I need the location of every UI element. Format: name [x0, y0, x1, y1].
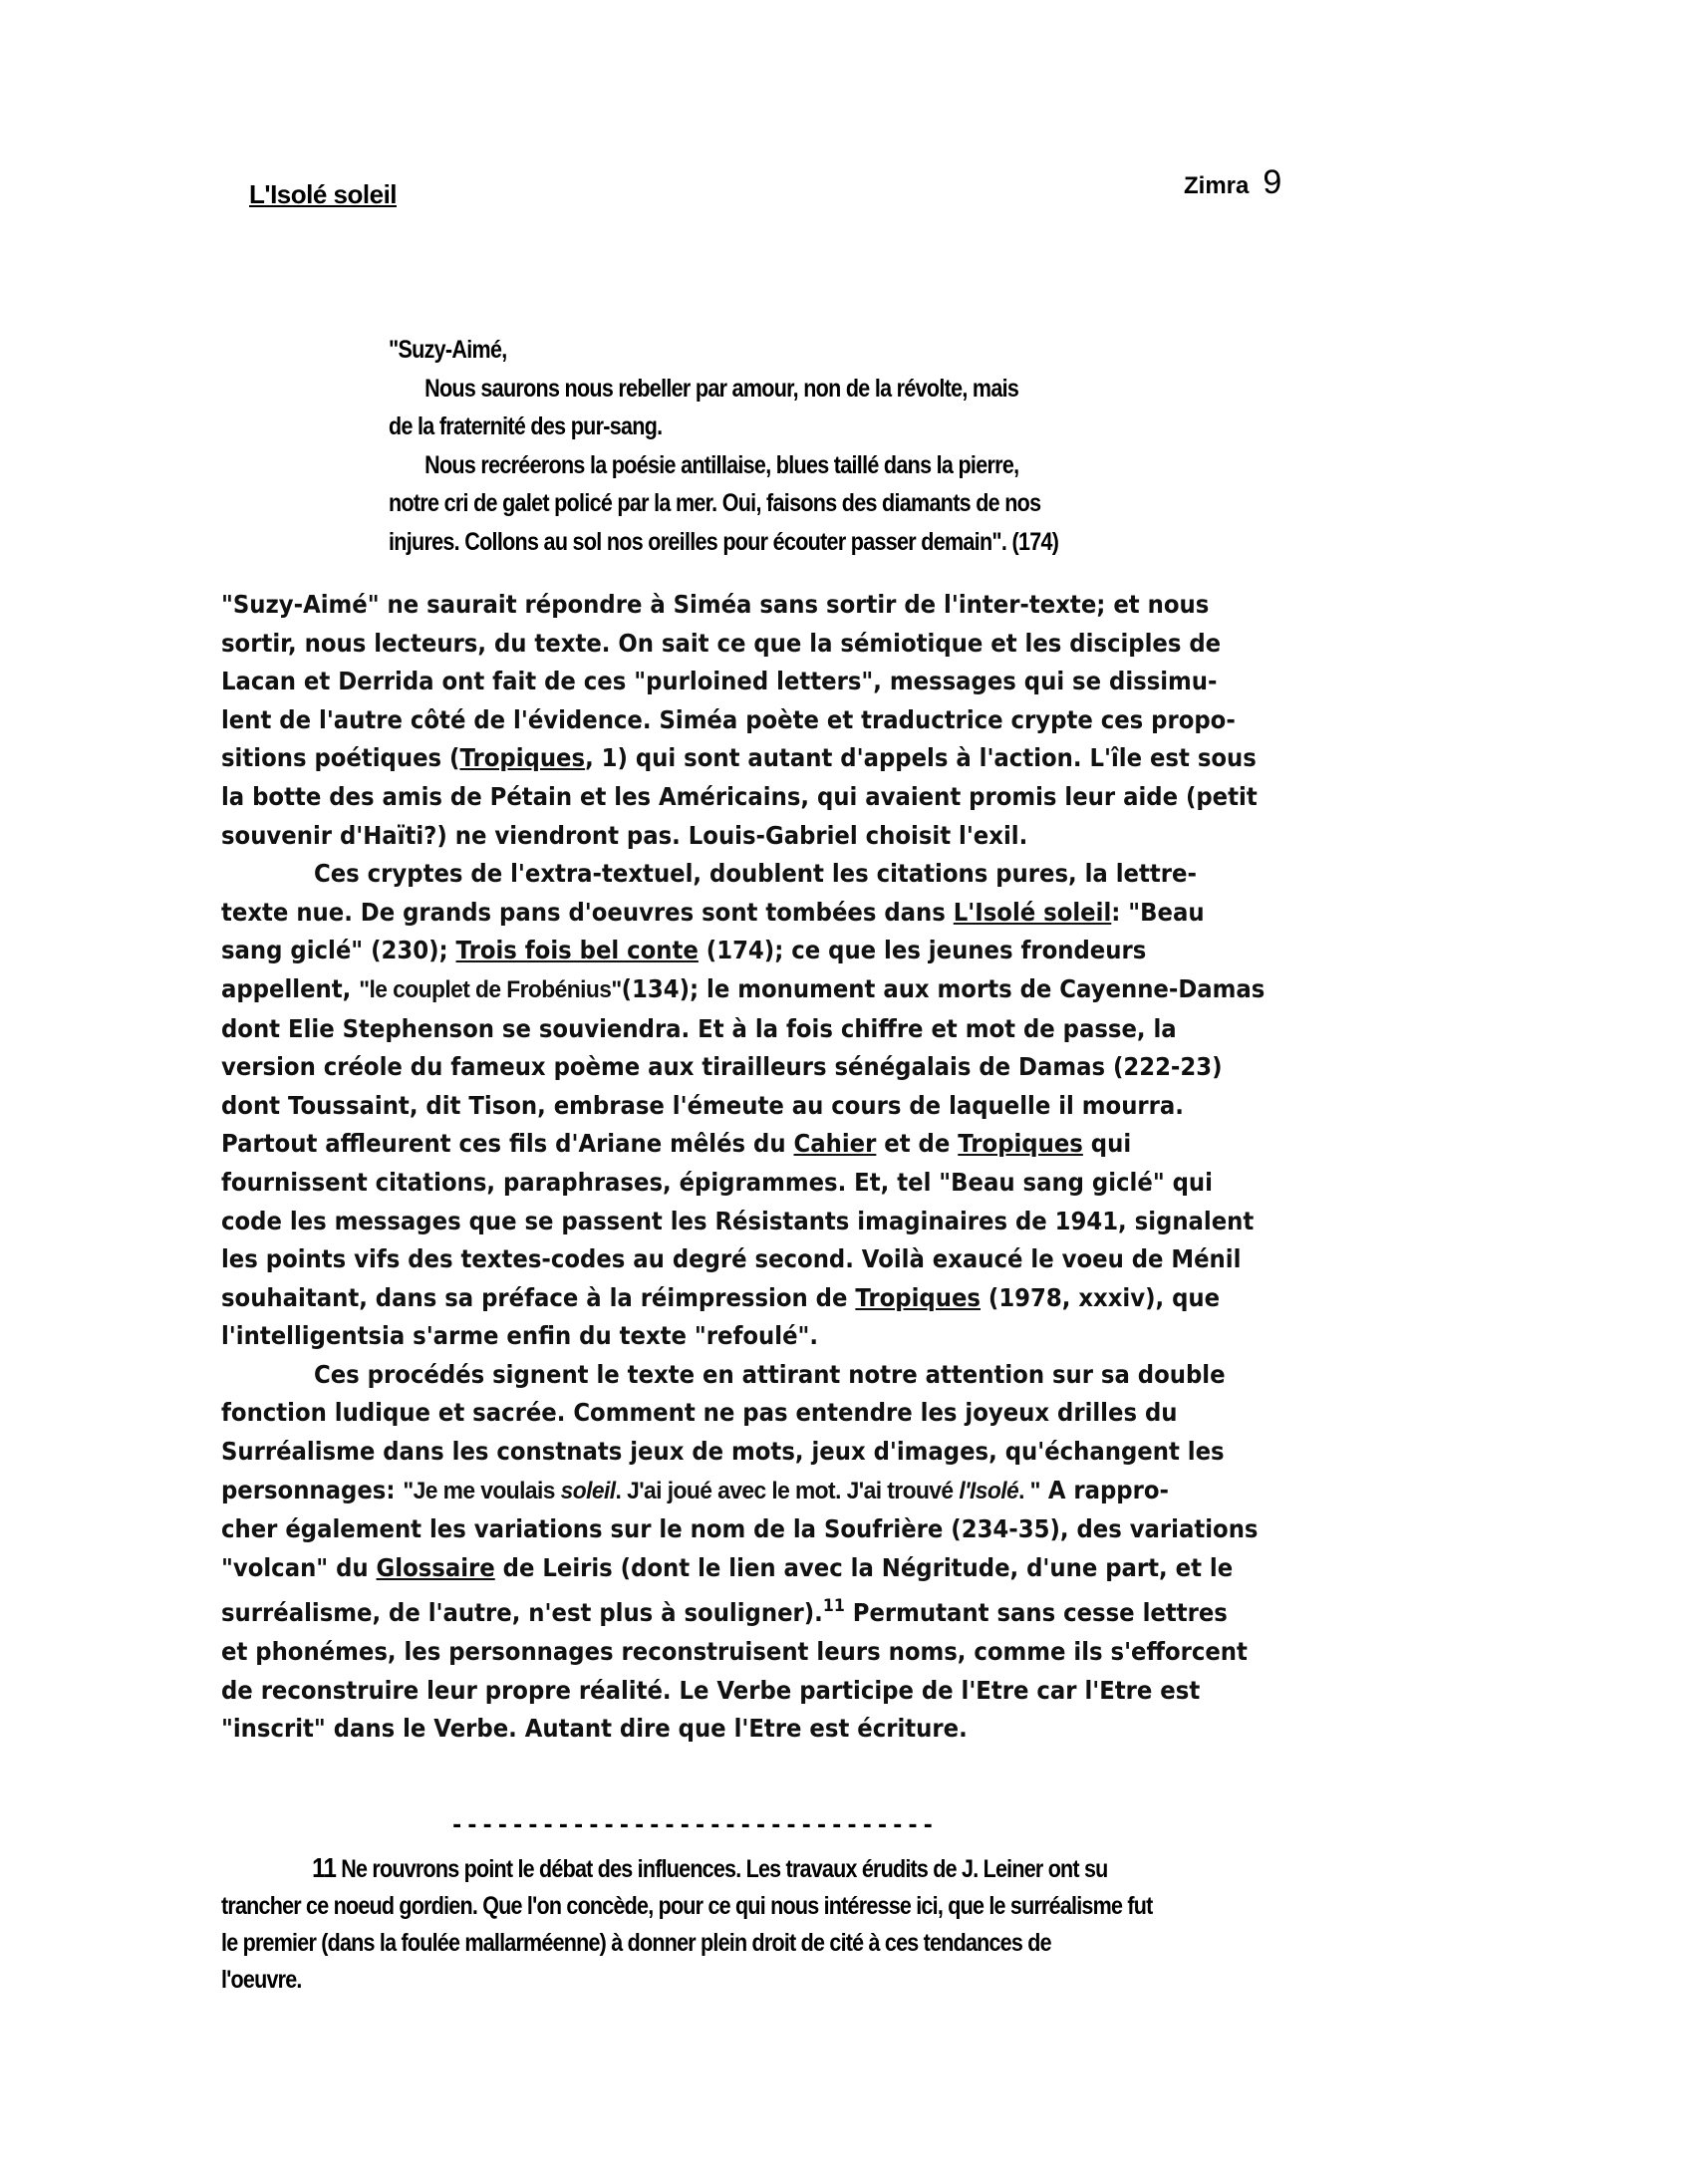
text-line: [221, 1587, 1314, 1633]
text-line: Lacan et Derrida ont fait de ces "purloined letters", messages qui se dissimu-: [221, 667, 1218, 696]
title-reference: Tropiques: [958, 1129, 1083, 1159]
quote-segment: . ": [1018, 1477, 1040, 1504]
text-segment: (1978, xxxiv), que: [980, 1282, 1221, 1312]
title-reference: Cahier: [793, 1129, 877, 1159]
text-line: "inscrit" dans le Verbe. Autant dire que l'Etre est écriture.: [221, 1714, 968, 1744]
text-line: version créole du fameux poème aux tirailleurs sénégalais de Damas (222-23): [221, 1052, 1223, 1082]
text-segment: sang giclé" (230);: [221, 936, 456, 965]
footnote-marker[interactable]: 11: [822, 1596, 845, 1617]
text-segment: qui: [1082, 1129, 1132, 1159]
author-name: Zimra: [1184, 172, 1250, 199]
text-segment: "volcan" du: [221, 1552, 377, 1582]
footnote-line: [221, 1849, 1292, 1888]
text-line: Ces cryptes de l'extra-textuel, doublent les citations pures, la lettre-: [314, 859, 1197, 889]
footnote-line: le premier (dans la foulée mallarméenne) à donner plein droit de cité à ces tendances de: [221, 1929, 1051, 1957]
text-segment: (174); ce que les jeunes frondeurs: [698, 936, 1147, 965]
title-reference: Tropiques: [855, 1282, 981, 1312]
text-segment: Permutant sans cesse lettres: [844, 1598, 1228, 1628]
text-segment: personnages:: [221, 1475, 404, 1504]
text-line: cher également les variations sur le nom de la Soufrière (234-35), des variations: [221, 1514, 1259, 1544]
text-segment: sitions poétiques (: [221, 743, 460, 773]
text-segment: et de: [876, 1129, 959, 1159]
footnote-line: trancher ce noeud gordien. Que l'on concède, pour ce qui nous intéresse ici, que le surréalisme fut: [221, 1892, 1153, 1920]
text-line: et phonémes, les personnages reconstruisent leurs noms, comme ils s'efforcent: [221, 1637, 1248, 1667]
text-segment: (134); le monument aux morts de Cayenne-Damas: [621, 973, 1266, 1003]
text-line: la botte des amis de Pétain et les Américains, qui avaient promis leur aide (petit: [221, 781, 1258, 811]
inline-quote: [403, 1478, 1039, 1504]
text-segment: : "Beau: [1111, 897, 1205, 927]
text-line: [221, 1125, 1314, 1164]
italic-word: l'Isolé: [959, 1477, 1019, 1504]
text-line: sortir, nous lecteurs, du texte. On sait ce que la sémiotique et les disciples de: [221, 628, 1222, 658]
title-reference: L'Isolé soleil: [953, 897, 1112, 927]
text-segment: surréalisme, de l'autre, n'est plus à souligner).: [221, 1598, 823, 1628]
text-line: [221, 932, 1314, 970]
body-text: [221, 586, 1314, 1749]
text-line: [221, 1472, 1314, 1511]
italic-word: soleil: [560, 1477, 616, 1504]
text-line: [221, 1279, 1314, 1318]
text-line: [221, 739, 1314, 778]
text-segment: souhaitant, dans sa préface à la réimpression de: [221, 1282, 856, 1312]
quote-line: Nous saurons nous rebeller par amour, non de la révolte, mais: [424, 374, 1019, 403]
page-header-right: [1184, 163, 1281, 202]
text-segment: Ne rouvrons point le débat des influences. Les travaux érudits de J. Leiner ont su: [336, 1855, 1108, 1883]
footnote: [221, 1849, 1292, 1999]
text-line: dont Toussaint, dit Tison, embrase l'émeute au cours de laquelle il mourra.: [221, 1090, 1184, 1120]
footnote-separator: --------------------------------: [450, 1813, 937, 1838]
text-line: [221, 970, 1314, 1010]
quote-line: injures. Collons au sol nos oreilles pour écouter passer demain". (174): [389, 527, 1059, 556]
text-segment: appellent,: [221, 973, 360, 1003]
text-line: Ces procédés signent le texte en attirant notre attention sur sa double: [314, 1359, 1226, 1389]
text-segment: A rappro-: [1039, 1475, 1169, 1504]
title-reference: Tropiques: [459, 743, 586, 773]
footnote-line: l'oeuvre.: [221, 1966, 302, 1994]
block-quote: [389, 331, 1160, 561]
text-segment: , 1) qui sont autant d'appels à l'action. L'île est sous: [585, 743, 1257, 773]
quote-line: Nous recréerons la poésie antillaise, blues taillé dans la pierre,: [424, 450, 1019, 479]
text-line: fonction ludique et sacrée. Comment ne pas entendre les joyeux drilles du: [221, 1398, 1178, 1428]
text-line: de reconstruire leur propre réalité. Le Verbe participe de l'Etre car l'Etre est: [221, 1675, 1201, 1705]
quote-line: "Suzy-Aimé,: [389, 336, 507, 364]
text-line: les points vifs des textes-codes au degré second. Voilà exaucé le voeu de Ménil: [221, 1244, 1242, 1274]
title-reference: Glossaire: [376, 1552, 495, 1582]
text-line: code les messages que se passent les Résistants imaginaires de 1941, signalent: [221, 1206, 1255, 1235]
inline-quote: "le couplet de Frobénius": [359, 975, 622, 1003]
text-line: l'intelligentsia s'arme enfin du texte "refoulé".: [221, 1321, 819, 1351]
running-title: L'Isolé soleil: [249, 179, 398, 209]
text-segment: Partout affleurent ces fils d'Ariane mêlés du: [221, 1129, 794, 1159]
text-line: fournissent citations, paraphrases, épigrammes. Et, tel "Beau sang giclé" qui: [221, 1167, 1213, 1197]
text-line: Surréalisme dans les constnats jeux de mots, jeux d'images, qu'échangent les: [221, 1437, 1225, 1467]
text-line: dont Elie Stephenson se souviendra. Et à la fois chiffre et mot de passe, la: [221, 1013, 1177, 1043]
text-segment: de Leiris (dont le lien avec la Négritude, d'une part, et le: [494, 1552, 1234, 1582]
text-line: [221, 1549, 1314, 1588]
footnote-number: 11: [312, 1852, 337, 1883]
text-line: "Suzy-Aimé" ne saurait répondre à Siméa sans sortir de l'inter-texte; et nous: [221, 590, 1210, 619]
title-reference: Trois fois bel conte: [455, 936, 699, 965]
quote-line: de la fraternité des pur-sang.: [389, 412, 663, 440]
text-line: lent de l'autre côté de l'évidence. Siméa poète et traductrice crypte ces propo-: [221, 704, 1236, 734]
text-segment: texte nue. De grands pans d'oeuvres sont tombées dans: [221, 897, 954, 927]
text-line: souvenir d'Haïti?) ne viendront pas. Louis-Gabriel choisit l'exil.: [221, 820, 1028, 850]
quote-line: notre cri de galet policé par la mer. Oui, faisons des diamants de nos: [389, 489, 1041, 517]
page-number: 9: [1263, 163, 1282, 201]
quote-segment: "Je me voulais: [403, 1477, 561, 1504]
text-line: [221, 894, 1314, 933]
quote-segment: . J'ai joué avec le mot. J'ai trouvé: [615, 1477, 960, 1504]
